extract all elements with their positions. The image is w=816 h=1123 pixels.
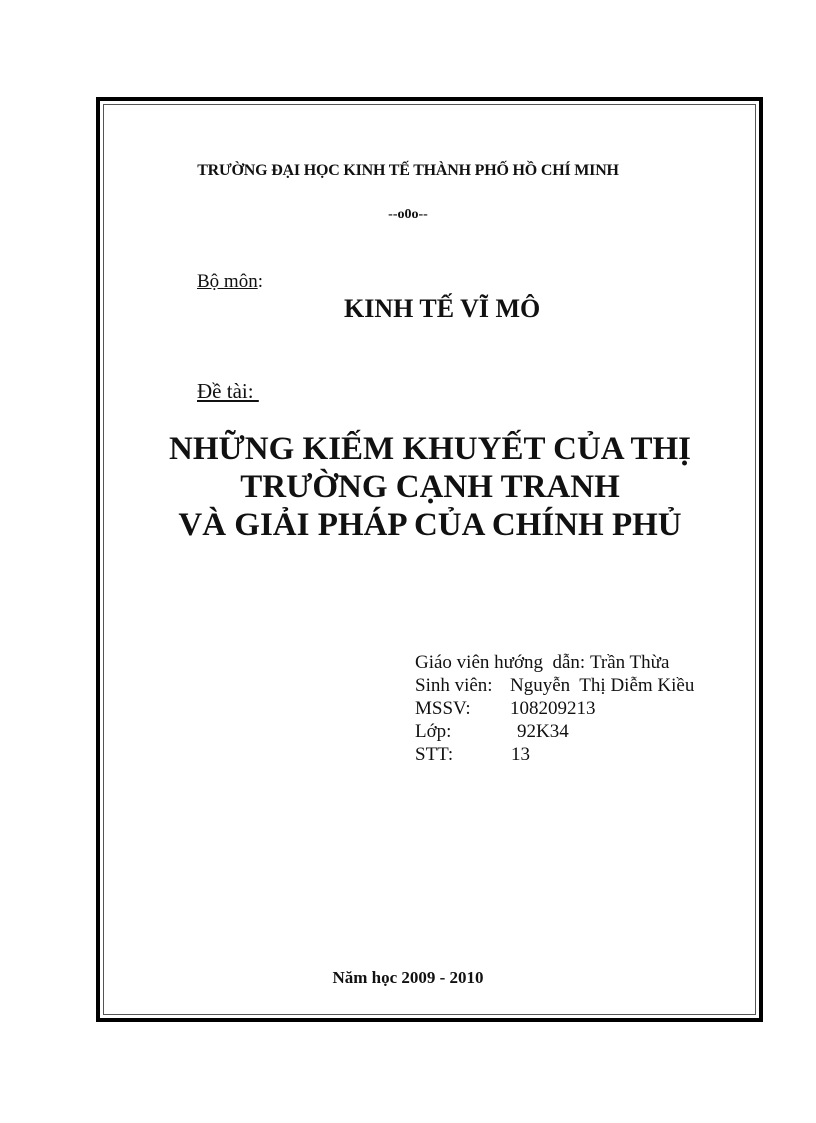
page-border bbox=[96, 97, 763, 1022]
info-key: STT: bbox=[415, 744, 454, 765]
info-value: 13 bbox=[511, 744, 530, 765]
info-value: 108209213 bbox=[510, 698, 596, 719]
info-row-mssv bbox=[415, 697, 694, 720]
info-row-student bbox=[415, 674, 694, 697]
topic-line: TRƯỜNG CẠNH TRANH bbox=[240, 469, 620, 505]
info-value: Nguyễn Thị Diễm Kiều bbox=[510, 675, 695, 696]
subject-label bbox=[197, 271, 263, 293]
topic-label-text: Đề tài: bbox=[197, 379, 259, 403]
academic-year: Năm học 2009 - 2010 bbox=[332, 968, 484, 987]
ornament-divider: --o0o-- bbox=[388, 207, 428, 222]
info-value: 92K34 bbox=[517, 721, 569, 742]
info-key: Giáo viên hướng dẫn: bbox=[415, 652, 586, 673]
info-key: Sinh viên: bbox=[415, 675, 493, 696]
student-info bbox=[415, 651, 694, 766]
page-border-inner bbox=[103, 104, 756, 1015]
subject-title: KINH TẾ VĨ MÔ bbox=[344, 294, 541, 323]
topic-line: NHỮNG KIẾM KHUYẾT CỦA THỊ bbox=[169, 431, 691, 467]
info-row-advisor bbox=[415, 651, 694, 674]
university-name: TRƯỜNG ĐẠI HỌC KINH TẾ THÀNH PHỐ HỒ CHÍ MINH bbox=[197, 162, 619, 179]
subject-label-text: Bộ môn bbox=[197, 271, 258, 292]
info-row-stt bbox=[415, 743, 694, 766]
info-key: Lớp: bbox=[415, 721, 452, 742]
topic-line: VÀ GIẢI PHÁP CỦA CHÍNH PHỦ bbox=[178, 507, 682, 543]
topic-title bbox=[0, 430, 816, 544]
topic-label bbox=[197, 379, 259, 404]
info-key: MSSV: bbox=[415, 698, 471, 719]
info-row-class bbox=[415, 720, 694, 743]
subject-label-colon: : bbox=[257, 271, 263, 292]
info-value: Trần Thừa bbox=[589, 652, 670, 673]
